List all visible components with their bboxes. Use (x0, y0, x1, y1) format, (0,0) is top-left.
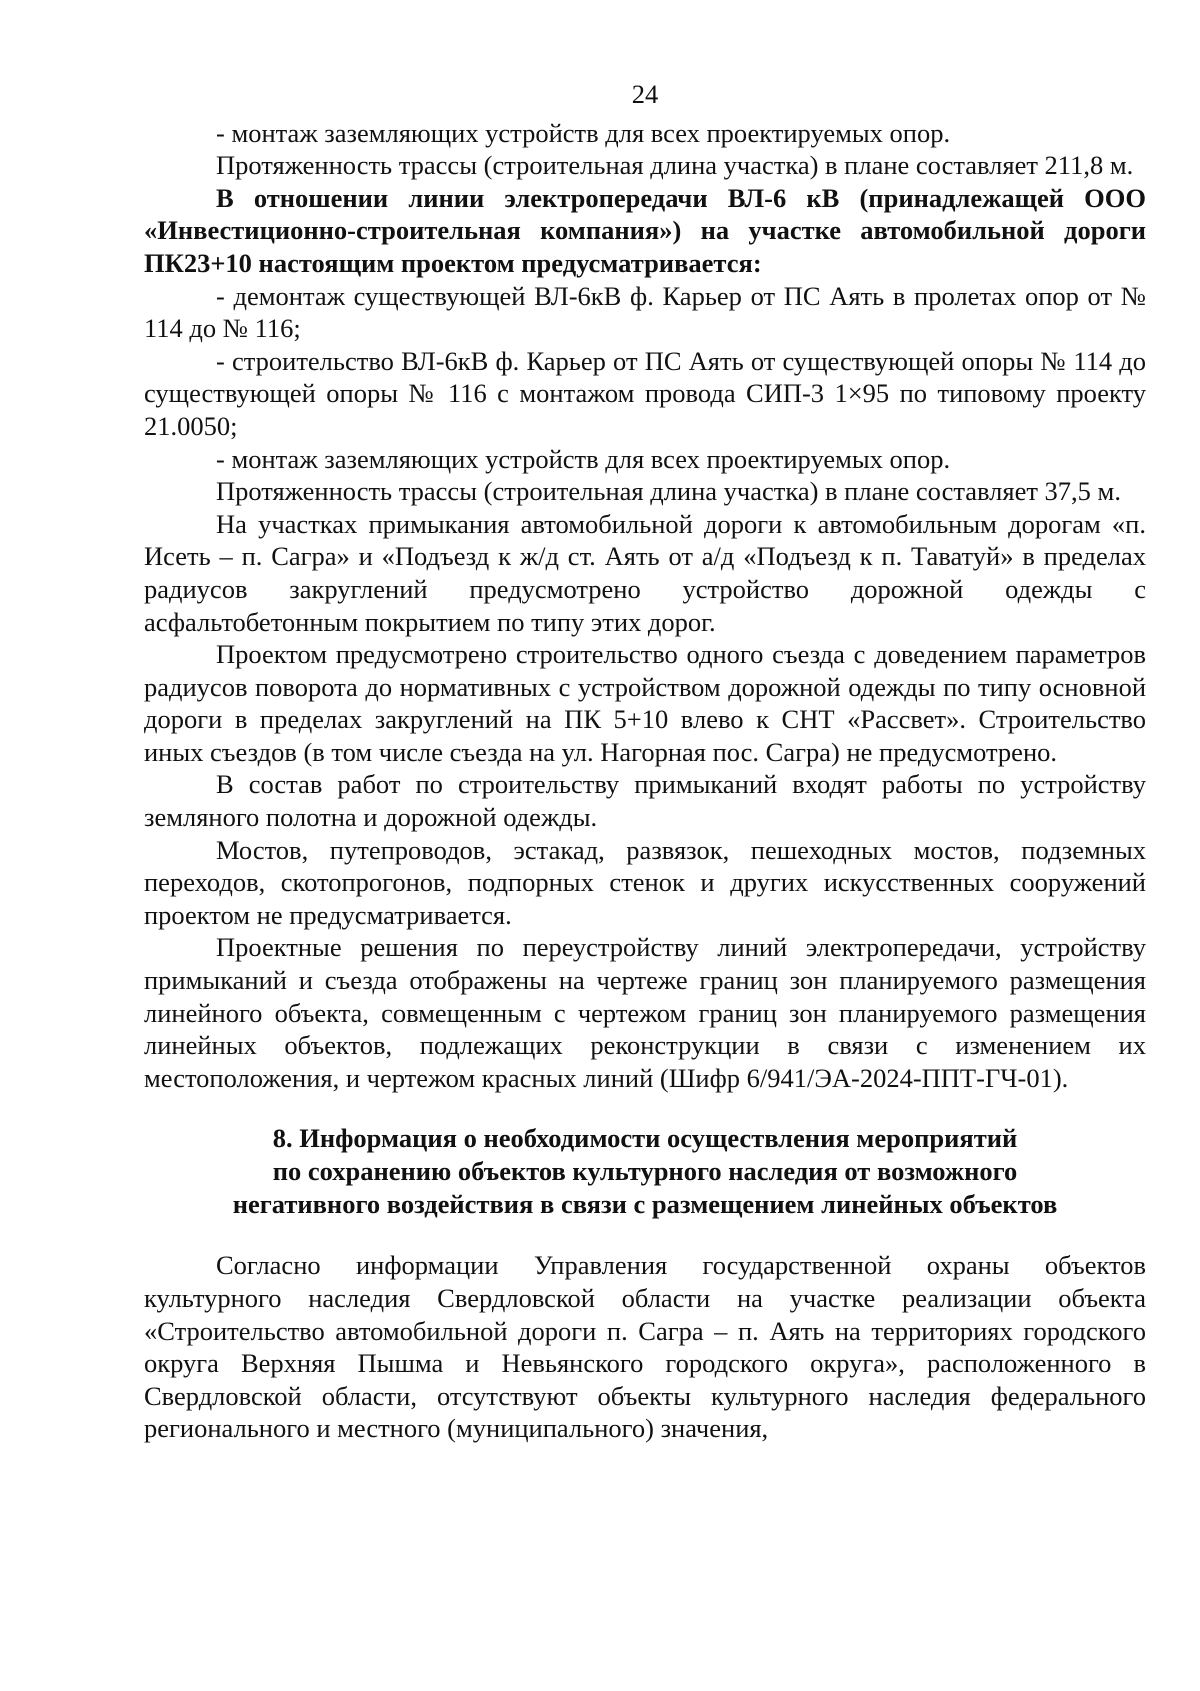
section-heading (144, 1122, 1146, 1221)
paragraph: Проектные решения по переустройству линий электропередачи, устройству примыканий и съезда отображены на чертеже границ зон планируемого размещения линейного объекта, совмещенным с чертежом границ зон планируемого размещения линейных объектов, подлежащих реконструкции в связи с изменением их местоположения, и чертежом красных линий (Шифр 6/941/ЭА-2024-ППТ-ГЧ-01). (144, 932, 1146, 1093)
section-heading-line: негативного воздействия в связи с размещением линейных объектов (232, 1189, 1058, 1220)
body-text-bottom (144, 1249, 1146, 1445)
paragraph: - монтаж заземляющих устройств для всех проектируемых опор. (216, 443, 951, 474)
paragraph: Проектом предусмотрено строительство одного съезда с доведением параметров радиусов поворота до нормативных с устройством дорожной одежды по типу основной дороги в пределах закруглений на ПК 5+10 влево к СНТ «Рассвет». Строительство иных съездов (в том числе съезда на ул. Нагорная пос. Сагра) не предусмотрено. (144, 639, 1146, 767)
paragraph: - монтаж заземляющих устройств для всех проектируемых опор. (216, 117, 951, 148)
paragraph: Мостов, путепроводов, эстакад, развязок, пешеходных мостов, подземных переходов, скотопрогонов, подпорных стенок и других искусственных сооружений проектом не предусматривается. (144, 834, 1146, 930)
paragraph: - демонтаж существующей ВЛ-6кВ ф. Карьер от ПС Аять в пролетах опор от № 114 до № 116; (144, 280, 1146, 344)
section-heading-line: по сохранению объектов культурного наследия от возможного (272, 1156, 1018, 1187)
body-text-top (144, 117, 1146, 1095)
paragraph: Протяженность трассы (строительная длина участка) в плане составляет 37,5 м. (216, 476, 1121, 507)
bold-paragraph: В отношении линии электропередачи ВЛ-6 кВ (принадлежащей ООО «Инвестиционно-строительная компания») на участке автомобильной дороги ПК23+10 настоящим проектом предусматривается: (144, 182, 1146, 278)
paragraph: В состав работ по строительству примыканий входят работы по устройству земляного полотна и дорожной одежды. (144, 769, 1146, 833)
section-heading-line: 8. Информация о необходимости осуществления мероприятий (272, 1123, 1018, 1154)
paragraph: Согласно информации Управления государственной охраны объектов культурного наследия Свердловской области на участке реализации объекта «Строительство автомобильной дороги п. Сагра – п. Аять на территориях городского округа Верхняя Пышма и Невьянского городского округа», расположенного в Свердловской области, отсутствуют объекты культурного наследия федерального регионального и местного (муниципального) значения, (144, 1250, 1146, 1444)
paragraph: Протяженность трассы (строительная длина участка) в плане составляет 211,8 м. (216, 150, 1134, 181)
paragraph: - строительство ВЛ-6кВ ф. Карьер от ПС Аять от существующей опоры № 114 до существующей опоры № 116 с монтажом провода СИП-3 1×95 по типовому проекту 21.0050; (144, 345, 1146, 441)
paragraph: На участках примыкания автомобильной дороги к автомобильным дорогам «п. Исеть – п. Сагра» и «Подъезд к ж/д ст. Аять от а/д «Подъезд к п. Таватуй» в пределах радиусов закруглений предусмотрено устройство дорожной одежды с асфальтобетонным покрытием по типу этих дорог. (144, 508, 1146, 637)
page-number: 24 (631, 79, 659, 109)
